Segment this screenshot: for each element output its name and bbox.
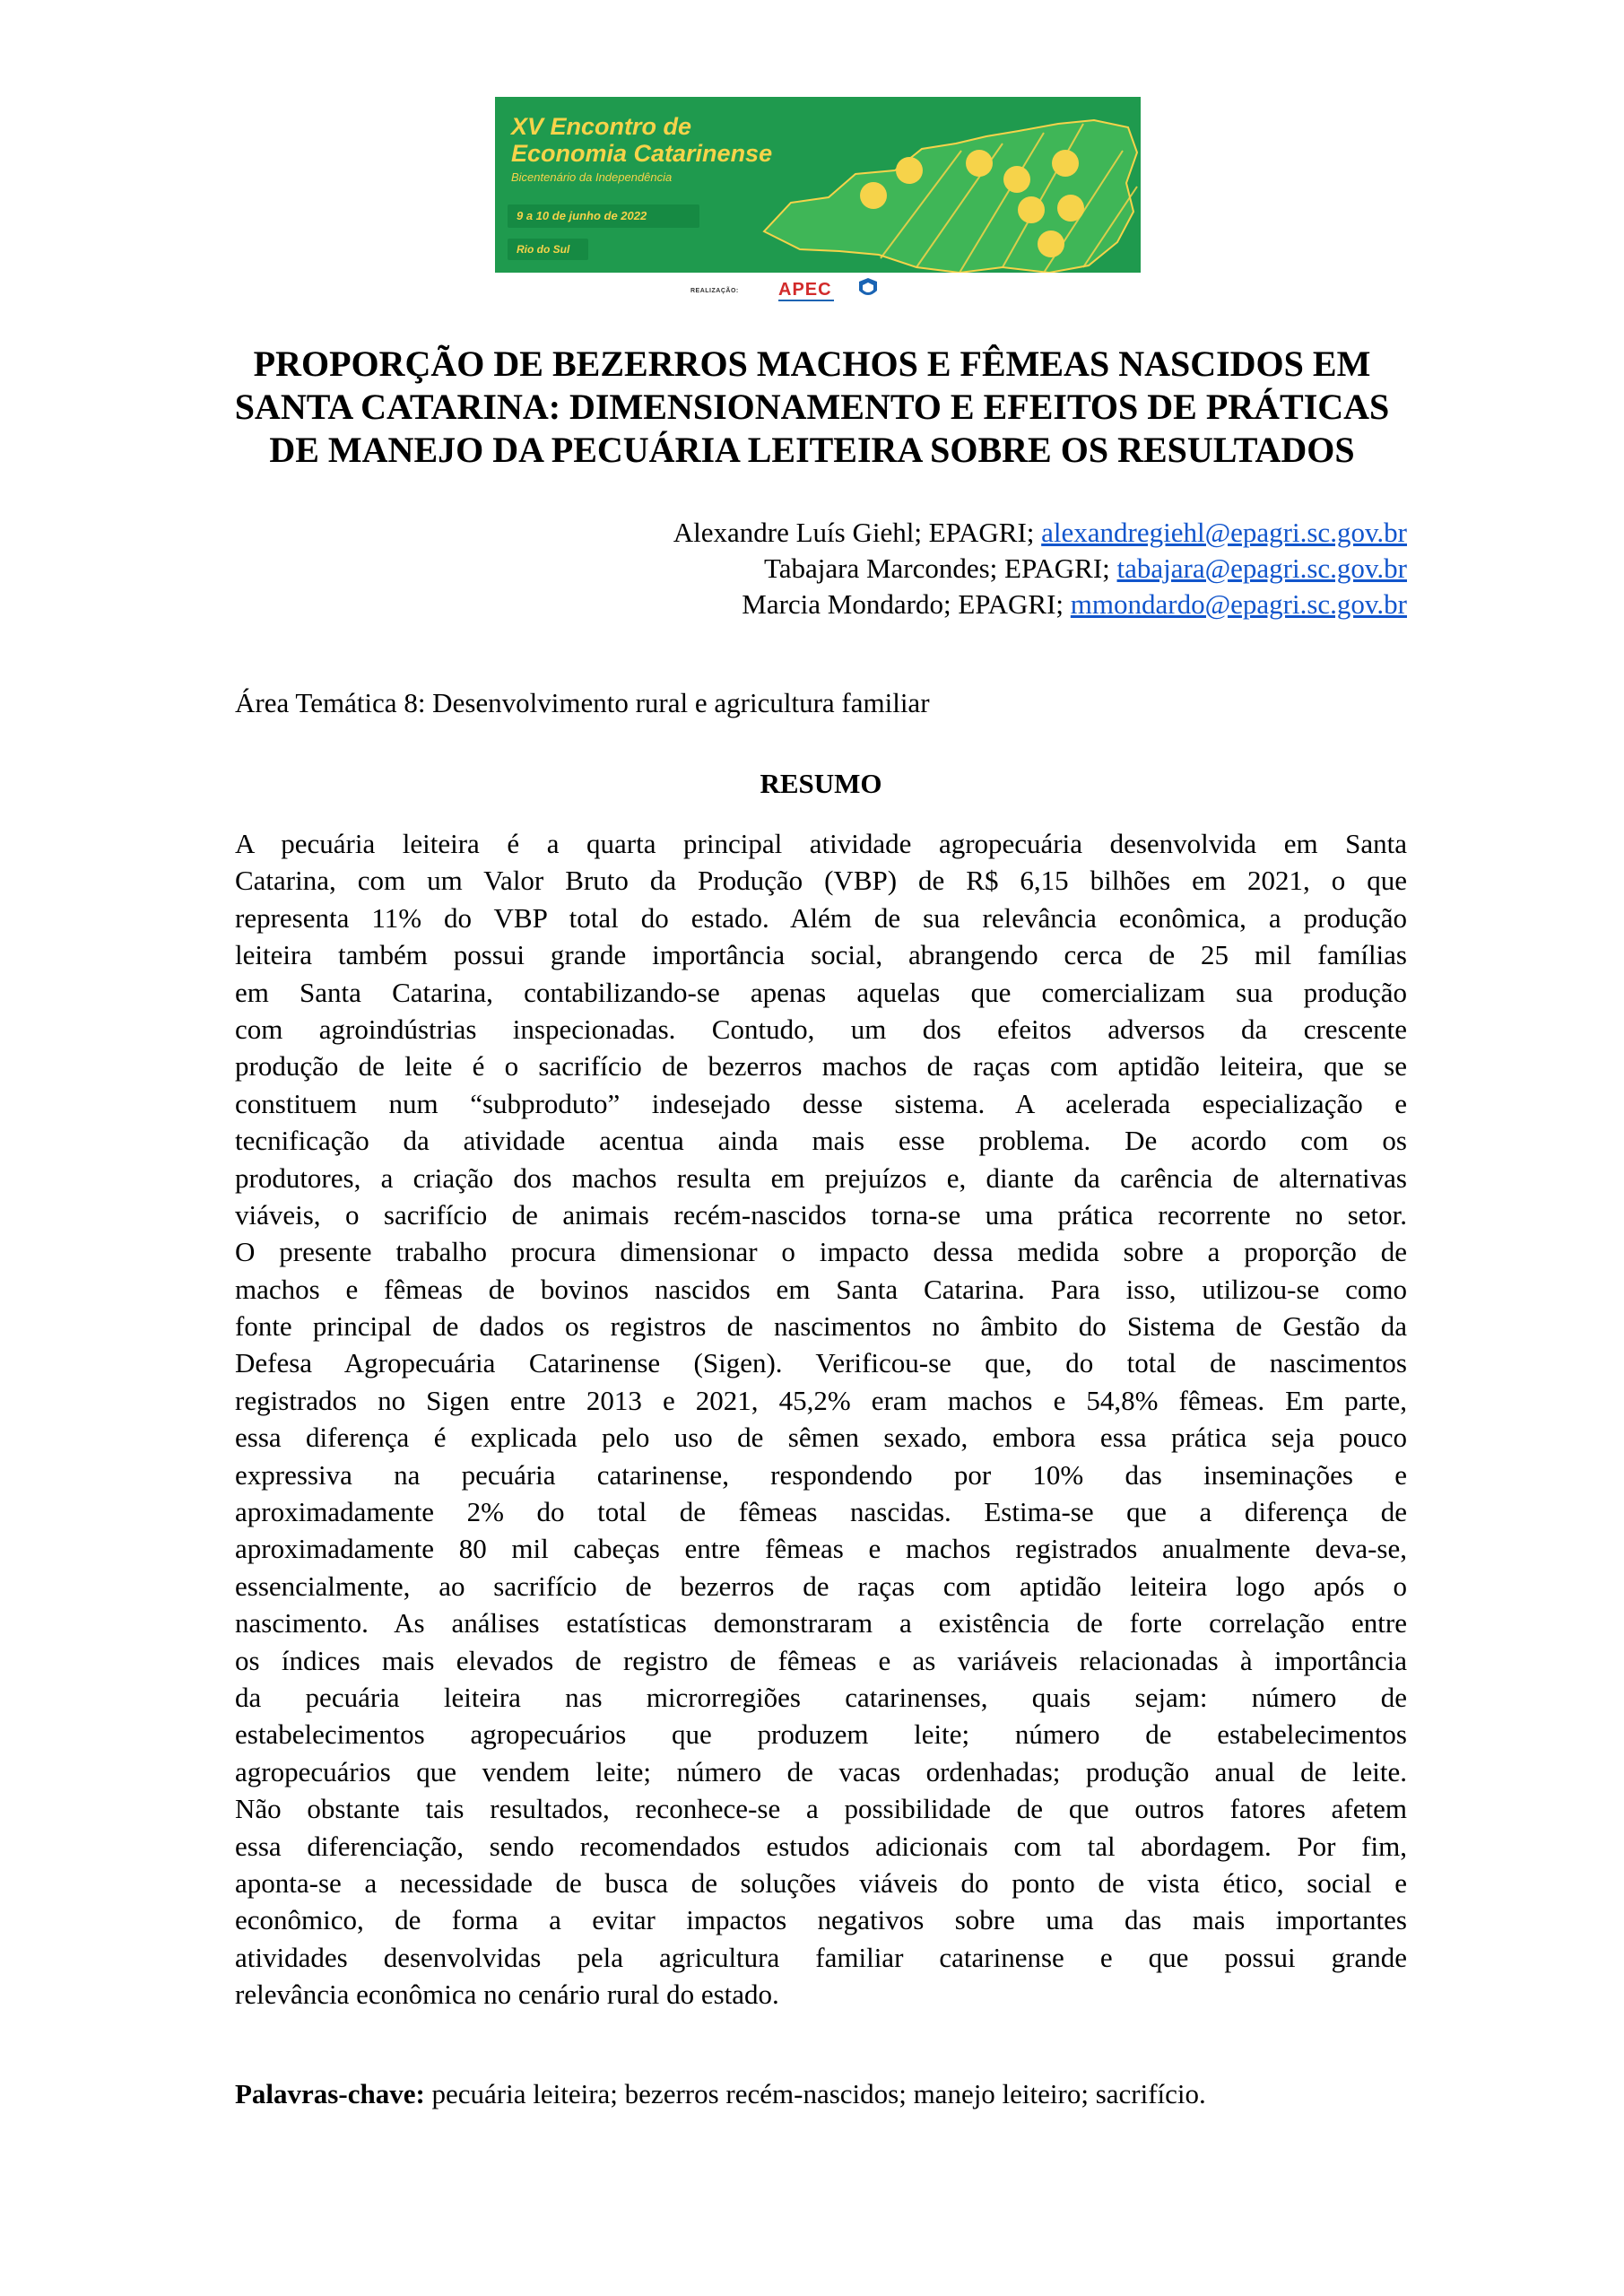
banner-realizacao-label: REALIZAÇÃO:	[690, 288, 739, 294]
thematic-area: Área Temática 8: Desenvolvimento rural e agricultura familiar	[235, 687, 930, 718]
abstract-line: agropecuários que vendem leite; número de vacas ordenhadas; produção anual de leite.	[235, 1755, 1407, 1787]
abstract-line: A pecuária leiteira é a quarta principal atividade agropecuária desenvolvida em Santa	[235, 828, 1407, 859]
abstract-line: constituem num “subproduto” indesejado desse sistema. A acelerada especialização e	[235, 1087, 1407, 1119]
abstract-line: aponta-se a necessidade de busca de soluções viáveis do ponto de vista ético, social e	[235, 1866, 1407, 1899]
author-list	[673, 515, 1407, 622]
banner-title: XV Encontro de Economia Catarinense	[511, 113, 773, 167]
abstract-line: aproximadamente 80 mil cabeças entre fêmeas e machos registrados anualmente deva-se,	[235, 1533, 1407, 1565]
abstract-line: essa diferenciação, sendo recomendados estudos adicionais com tal abordagem. Por fim,	[235, 1830, 1407, 1862]
abstract-line: leiteira também possui grande importância social, abrangendo cerca de 25 mil famílias	[235, 939, 1407, 971]
apec-logo-underline	[778, 300, 834, 301]
banner-subtitle: Bicentenário da Independência	[511, 170, 673, 184]
banner-city: Rio do Sul	[508, 239, 588, 260]
paper-title	[161, 343, 1463, 472]
abstract-line: machos e fêmeas de bovinos nascidos em Santa Catarina. Para isso, utilizou-se como	[235, 1273, 1407, 1305]
keywords-text: pecuária leiteira; bezerros recém-nascidos; manejo leiteiro; sacrifício.	[424, 2078, 1206, 2109]
abstract-line: Catarina, com um Valor Bruto da Produção (VBP) de R$ 6,15 bilhões em 2021, o que	[235, 865, 1407, 897]
abstract-line: Não obstante tais resultados, reconhece-se a possibilidade de que outros fatores afetem	[235, 1793, 1407, 1825]
author-entry	[673, 551, 1407, 587]
apec-logo: APEC	[778, 280, 832, 300]
abstract-line: fonte principal de dados os registros de nascimentos no âmbito do Sistema de Gestão da	[235, 1310, 1407, 1343]
author-entry	[673, 587, 1407, 622]
author-name: Alexandre Luís Giehl; EPAGRI;	[673, 517, 1042, 548]
abstract-line: Defesa Agropecuária Catarinense (Sigen). Verificou-se que, do total de nascimentos	[235, 1347, 1407, 1379]
title-line: PROPORÇÃO DE BEZERROS MACHOS E FÊMEAS NASCIDOS EM	[253, 344, 1371, 384]
abstract-line: tecnificação da atividade acentua ainda mais esse problema. De acordo com os	[235, 1125, 1407, 1157]
abstract-line: nascimento. As análises estatísticas demonstraram a existência de forte correlação entre	[235, 1607, 1407, 1639]
abstract-line: essa diferença é explicada pelo uso de sêmen sexado, embora essa prática seja pouco	[235, 1422, 1407, 1454]
title-line: SANTA CATARINA: DIMENSIONAMENTO E EFEITOS DE PRÁTICAS	[234, 387, 1390, 427]
keywords-label: Palavras-chave:	[235, 2078, 425, 2109]
abstract-line: registrados no Sigen entre 2013 e 2021, 45,2% eram machos e 54,8% fêmeas. Em parte,	[235, 1384, 1407, 1416]
author-email-link[interactable]: tabajara@epagri.sc.gov.br	[1116, 552, 1407, 584]
title-line: DE MANEJO DA PECUÁRIA LEITEIRA SOBRE OS RESULTADOS	[269, 430, 1355, 470]
abstract-line: O presente trabalho procura dimensionar o impacto dessa medida sobre a proporção de	[235, 1236, 1407, 1268]
abstract-line: os índices mais elevados de registro de fêmeas e as variáveis relacionadas à importância	[235, 1644, 1407, 1676]
abstract-line: essencialmente, ao sacrifício de bezerros de raças com aptidão leiteira logo após o	[235, 1570, 1407, 1602]
conference-banner	[495, 97, 1141, 307]
abstract-line: com agroindústrias inspecionadas. Contudo, um dos efeitos adversos da crescente	[235, 1013, 1407, 1045]
author-entry	[673, 515, 1407, 551]
author-email-link[interactable]: alexandregiehl@epagri.sc.gov.br	[1041, 517, 1407, 548]
abstract-line: relevância econômica no cenário rural do estado.	[235, 1979, 779, 2011]
keywords	[235, 2078, 1206, 2110]
abstract-line: estabelecimentos agropecuários que produzem leite; número de estabelecimentos	[235, 1718, 1407, 1751]
author-name: Marcia Mondardo; EPAGRI;	[742, 588, 1071, 620]
abstract-line: viáveis, o sacrifício de animais recém-nascidos torna-se uma prática recorrente no setor.	[235, 1198, 1407, 1231]
abstract-line: aproximadamente 2% do total de fêmeas nascidas. Estima-se que a diferença de	[235, 1496, 1407, 1528]
abstract-line: expressiva na pecuária catarinense, respondendo por 10% das inseminações e	[235, 1458, 1407, 1491]
abstract-line: atividades desenvolvidas pela agricultura familiar catarinense e que possui grande	[235, 1941, 1407, 1973]
author-email-link[interactable]: mmondardo@epagri.sc.gov.br	[1070, 588, 1407, 620]
author-name: Tabajara Marcondes; EPAGRI;	[763, 552, 1117, 584]
abstract-line: produtores, a criação dos machos resulta em prejuízos e, diante da carência de alternativas	[235, 1161, 1407, 1194]
abstract-line: econômico, de forma a evitar impactos negativos sobre uma das mais importantes	[235, 1904, 1407, 1936]
abstract-line: em Santa Catarina, contabilizando-se apenas aquelas que comercializam sua produção	[235, 976, 1407, 1008]
abstract-body	[235, 825, 1407, 2013]
banner-date: 9 a 10 de junho de 2022	[508, 204, 699, 228]
abstract-line: da pecuária leiteira nas microrregiões catarinenses, quais sejam: número de	[235, 1681, 1407, 1713]
abstract-line: representa 11% do VBP total do estado. Além de sua relevância econômica, a produção	[235, 901, 1407, 934]
partner-logo-icon	[857, 276, 879, 300]
abstract-line: produção de leite é o sacrifício de bezerros machos de raças com aptidão leiteira, que se	[235, 1050, 1407, 1083]
abstract-heading: RESUMO	[760, 768, 882, 799]
